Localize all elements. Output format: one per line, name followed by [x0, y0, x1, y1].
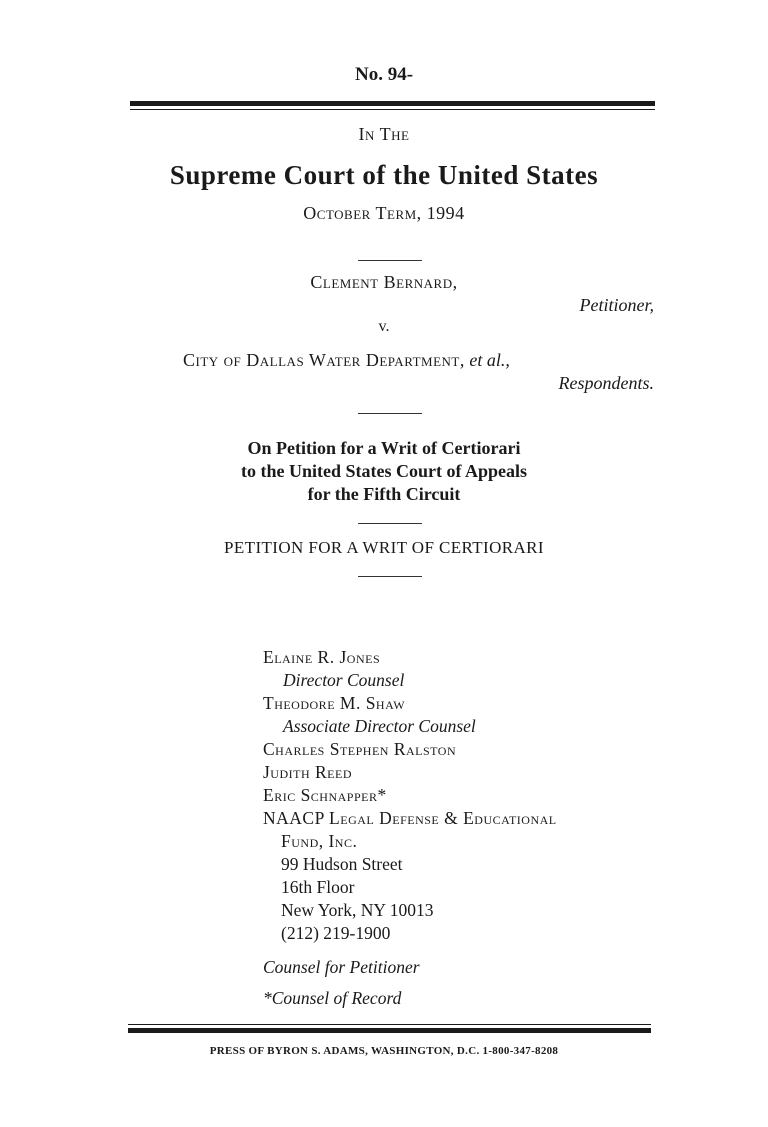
- docket-number: No. 94-: [354, 64, 414, 85]
- attorney-4-name: Judith Reed: [263, 762, 353, 782]
- court-term: October Term, 1994: [303, 203, 465, 223]
- phone-number: (212) 219-1900: [281, 923, 391, 943]
- petitioner-role: Petitioner,: [579, 295, 654, 315]
- divider-4: [358, 576, 422, 577]
- attorney-1-name: Elaine R. Jones: [263, 647, 381, 667]
- petition-title: PETITION FOR A WRIT OF CERTIORARI: [224, 538, 544, 557]
- divider-3: [358, 523, 422, 524]
- address-line-3: New York, NY 10013: [281, 900, 434, 920]
- bottom-rule-thin: [128, 1024, 651, 1025]
- attorney-1-title: Director Counsel: [283, 670, 405, 690]
- respondent-etal: et al.,: [469, 350, 510, 370]
- petition-line-3: for the Fifth Circuit: [307, 484, 461, 504]
- top-rule-thin: [130, 109, 655, 110]
- counsel-role: Counsel for Petitioner: [263, 957, 420, 977]
- respondent-name: City of Dallas Water Department,: [183, 350, 465, 370]
- organization-line-1: NAACP Legal Defense & Educational: [263, 808, 557, 828]
- attorney-5-name: Eric Schnapper*: [263, 785, 387, 805]
- respondent-role: Respondents.: [558, 373, 654, 393]
- attorney-2-name: Theodore M. Shaw: [263, 693, 406, 713]
- address-line-2: 16th Floor: [281, 877, 355, 897]
- press-imprint: PRESS OF BYRON S. ADAMS, WASHINGTON, D.C. 1-800-347-8208: [209, 1045, 559, 1057]
- court-prefix: In The: [358, 124, 410, 144]
- petitioner-name: Clement Bernard,: [310, 272, 458, 292]
- attorney-3-name: Charles Stephen Ralston: [263, 739, 457, 759]
- petition-line-1: On Petition for a Writ of Certiorari: [247, 438, 521, 458]
- divider-1: [358, 260, 422, 261]
- organization-line-2: Fund, Inc.: [281, 831, 358, 851]
- top-rule-thick: [130, 101, 655, 106]
- address-line-1: 99 Hudson Street: [281, 854, 403, 874]
- respondent-line: [183, 350, 510, 371]
- counsel-of-record-note: *Counsel of Record: [263, 988, 402, 1008]
- bottom-rule-thick: [128, 1028, 651, 1033]
- attorney-2-title: Associate Director Counsel: [283, 716, 476, 736]
- divider-2: [358, 413, 422, 414]
- court-name: Supreme Court of the United States: [169, 160, 599, 190]
- petition-line-2: to the United States Court of Appeals: [241, 461, 527, 481]
- versus: v.: [378, 318, 390, 335]
